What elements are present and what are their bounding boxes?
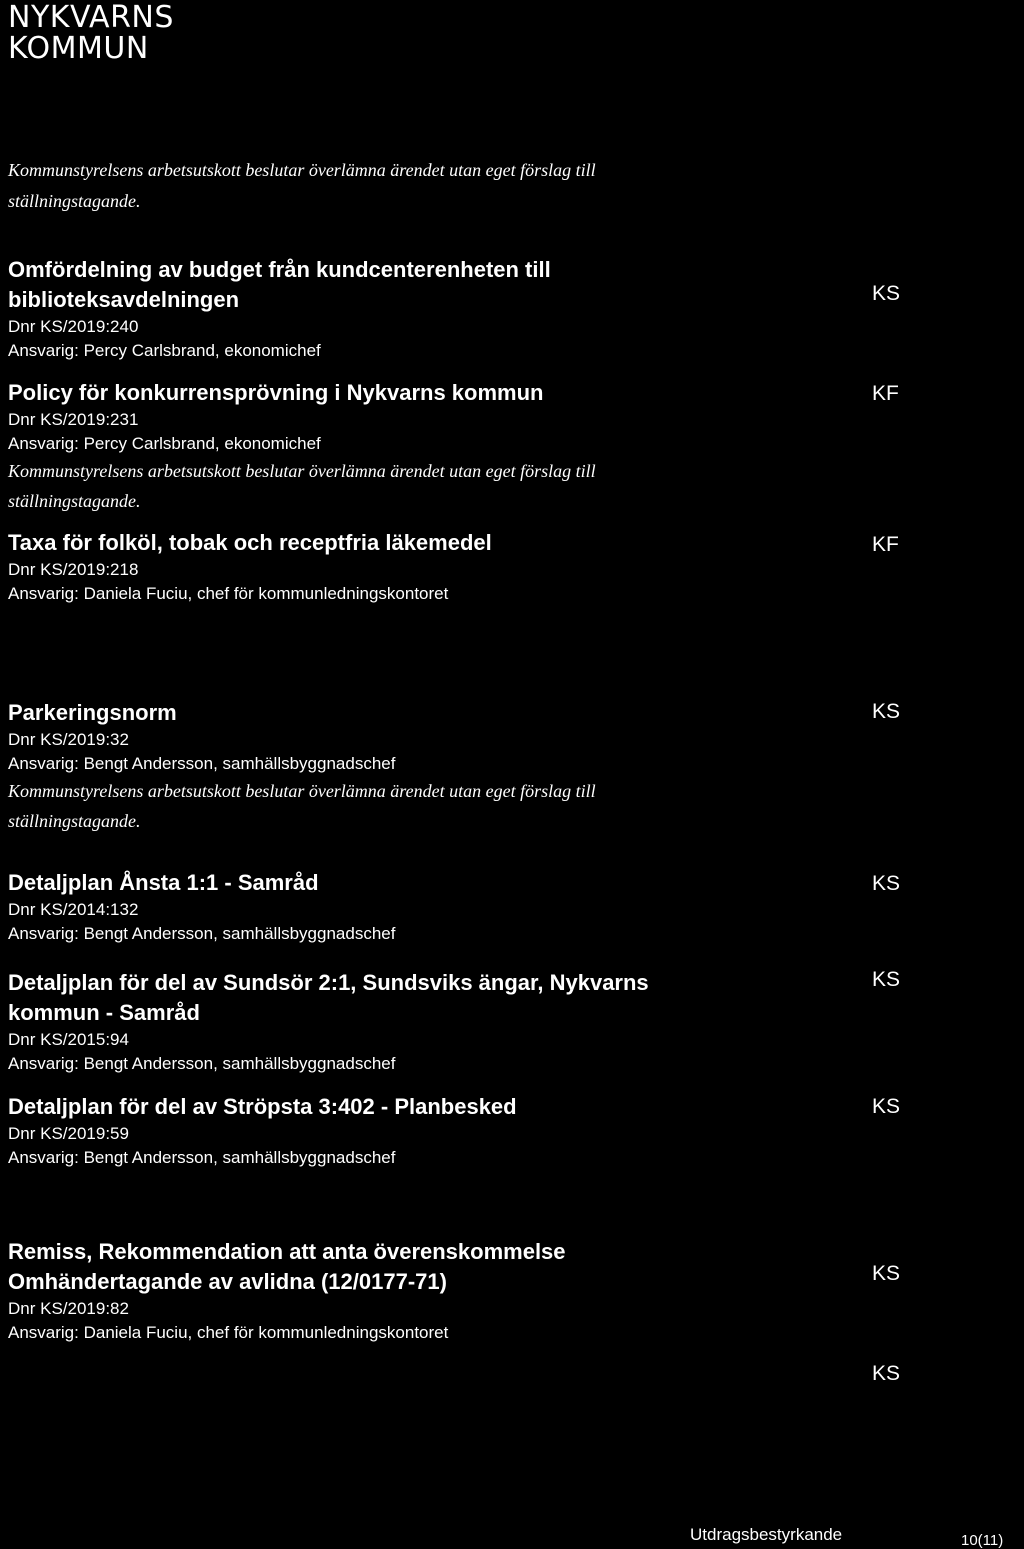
item-decision-note: Kommunstyrelsens arbetsutskott beslutar överlämna ärendet utan eget förslag till ställningstagande. [8, 781, 596, 831]
item-responsible: Ansvarig: Daniela Fuciu, chef för kommunledningskontoret [8, 584, 449, 603]
item-dnr: Dnr KS/2019:231 [8, 410, 139, 429]
item-responsible: Ansvarig: Bengt Andersson, samhällsbyggnadschef [8, 924, 396, 943]
item-title-cont: biblioteksavdelningen [8, 287, 240, 312]
item-responsible: Ansvarig: Bengt Andersson, samhällsbyggnadschef [8, 1148, 396, 1167]
item-responsible: Ansvarig: Bengt Andersson, samhällsbyggnadschef [8, 1054, 396, 1073]
item-responsible: Ansvarig: Percy Carlsbrand, ekonomichef [8, 434, 321, 453]
item-dnr: Dnr KS/2019:240 [8, 317, 139, 336]
item-title-cont: kommun - Samråd [8, 1000, 200, 1025]
item-responsible: Ansvarig: Percy Carlsbrand, ekonomichef [8, 341, 321, 360]
logo-line-1: NYKVARNS [8, 0, 174, 35]
item-title: Parkeringsnorm [8, 700, 177, 725]
logo-line-2: KOMMUN [8, 31, 149, 66]
item-dnr: Dnr KS/2019:32 [8, 730, 129, 749]
item-title: Policy för konkurrensprövning i Nykvarns kommun [8, 380, 544, 405]
item-code-policy: KF [872, 382, 899, 405]
item-responsible: Ansvarig: Bengt Andersson, samhällsbyggnadschef [8, 754, 396, 773]
item-dnr: Dnr KS/2019:218 [8, 560, 139, 579]
agenda-item-policy [8, 378, 728, 516]
item-dnr: Dnr KS/2015:94 [8, 1030, 129, 1049]
item-title-cont: Omhändertagande av avlidna (12/0177-71) [8, 1269, 447, 1294]
item-code-remiss: KS [872, 1262, 901, 1285]
item-dnr: Dnr KS/2019:82 [8, 1299, 129, 1318]
item-title: Remiss, Rekommendation att anta överenskommelse [8, 1239, 566, 1264]
item-responsible: Ansvarig: Daniela Fuciu, chef för kommunledningskontoret [8, 1323, 449, 1342]
intro-decision-note: Kommunstyrelsens arbetsutskott beslutar överlämna ärendet utan eget förslag till ställningstagande. [8, 160, 596, 211]
item-code-stropsta: KS [872, 1095, 901, 1118]
item-decision-note: Kommunstyrelsens arbetsutskott beslutar överlämna ärendet utan eget förslag till ställningstagande. [8, 461, 596, 511]
agenda-item-sundsor [8, 968, 728, 1076]
footer-certification-label: Utdragsbestyrkande [690, 1525, 843, 1544]
agenda-item-parkering [8, 698, 728, 836]
item-dnr: Dnr KS/2019:59 [8, 1124, 129, 1143]
item-code-taxa: KF [872, 533, 899, 556]
municipality-logo [8, 2, 174, 64]
item-title: Omfördelning av budget från kundcenterenheten till [8, 257, 551, 282]
item-title: Detaljplan för del av Sundsör 2:1, Sundsviks ängar, Nykvarns [8, 970, 649, 995]
agenda-item-taxa [8, 528, 728, 606]
agenda-item-budget [8, 255, 728, 363]
item-code-sundsor: KS [872, 968, 901, 991]
item-title: Detaljplan Ånsta 1:1 - Samråd [8, 870, 319, 895]
item-code-parkering: KS [872, 700, 901, 723]
item-title: Detaljplan för del av Ströpsta 3:402 - Planbesked [8, 1094, 517, 1119]
trailing-code: KS [872, 1362, 901, 1385]
agenda-item-ansta [8, 868, 728, 946]
page-number: 10(11) [961, 1532, 1004, 1549]
item-title: Taxa för folköl, tobak och receptfria läkemedel [8, 530, 492, 555]
agenda-item-remiss [8, 1237, 728, 1345]
agenda-item-stropsta [8, 1092, 728, 1170]
item-code-budget: KS [872, 282, 901, 305]
item-code-ansta: KS [872, 872, 901, 895]
item-dnr: Dnr KS/2014:132 [8, 900, 139, 919]
